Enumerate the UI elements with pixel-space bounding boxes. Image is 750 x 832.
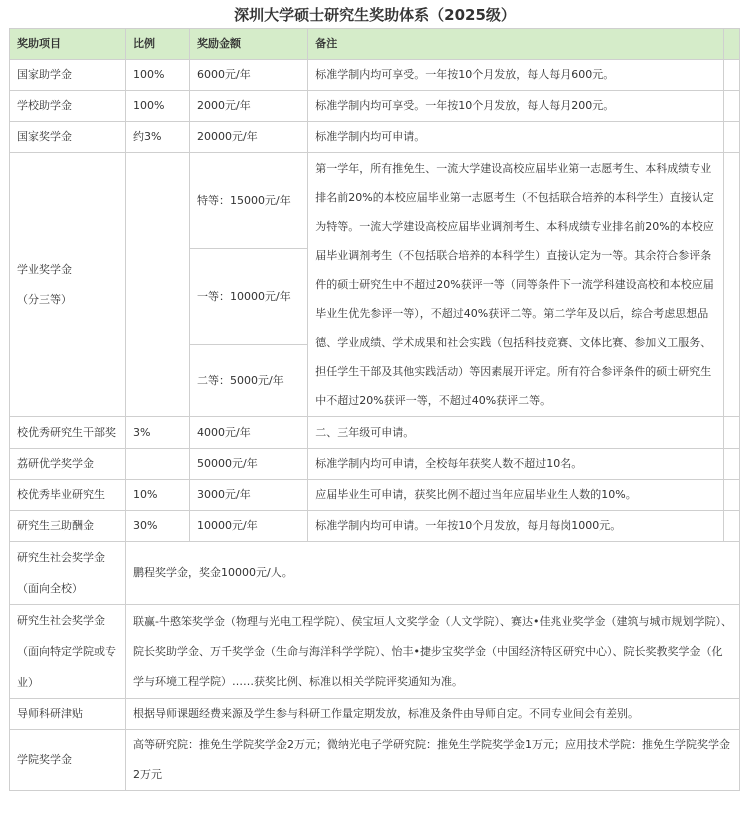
header-item: 奖助项目: [10, 29, 126, 60]
cell-item: 导师科研津贴: [10, 699, 126, 730]
academic-ratio: [126, 153, 190, 417]
academic-tier-2: 一等：10000元/年: [190, 249, 308, 345]
cell-note: 鹏程奖学金，奖金10000元/人。: [126, 542, 740, 605]
cell-ratio: 约3%: [126, 122, 190, 153]
cell-note: 标准学制内均可申请，全校每年获奖人数不超过10名。: [308, 449, 723, 480]
header-extra: [723, 29, 739, 60]
cell-amount: 3000元/年: [190, 480, 308, 511]
table-row: [10, 60, 740, 91]
cell-note: 标准学制内均可享受。一年按10个月发放，每人每月200元。: [308, 91, 723, 122]
academic-extra: [723, 153, 739, 417]
cell-note: 二、三年级可申请。: [308, 417, 723, 449]
academic-item: 学业奖学金: [17, 262, 72, 276]
table-row-academic: [10, 153, 740, 249]
cell-item: 学校助学金: [10, 91, 126, 122]
table-row: [10, 511, 740, 542]
cell-item: 研究生三助酬金: [10, 511, 126, 542]
cell-amount: 50000元/年: [190, 449, 308, 480]
academic-item-sub: （分三等）: [17, 292, 72, 306]
cell-extra: [723, 480, 739, 511]
cell-extra: [723, 449, 739, 480]
cell-item: 国家助学金: [10, 60, 126, 91]
table-row: [10, 449, 740, 480]
cell-ratio: 30%: [126, 511, 190, 542]
cell-item: 研究生社会奖学金（面向全校）: [10, 542, 126, 605]
page-title: 深圳大学硕士研究生奖助体系（2025级）: [234, 6, 516, 24]
cell-extra: [723, 122, 739, 153]
table-row: [10, 122, 740, 153]
cell-item: 校优秀毕业研究生: [10, 480, 126, 511]
cell-note: 应届毕业生可申请，获奖比例不超过当年应届毕业生人数的10%。: [308, 480, 723, 511]
cell-item: 国家奖学金: [10, 122, 126, 153]
table-header-row: [10, 29, 740, 60]
cell-item: 研究生社会奖学金（面向特定学院或专业）: [10, 605, 126, 699]
table-row: [10, 730, 740, 791]
cell-note: 标准学制内均可申请。: [308, 122, 723, 153]
academic-item-cell: [10, 153, 126, 417]
cell-amount: 20000元/年: [190, 122, 308, 153]
cell-extra: [723, 511, 739, 542]
cell-ratio: [126, 449, 190, 480]
cell-note: 标准学制内均可申请。一年按10个月发放，每月每岗1000元。: [308, 511, 723, 542]
cell-extra: [723, 417, 739, 449]
academic-tier-1: 特等：15000元/年: [190, 153, 308, 249]
cell-amount: 10000元/年: [190, 511, 308, 542]
cell-note: 标准学制内均可享受。一年按10个月发放，每人每月600元。: [308, 60, 723, 91]
header-ratio: 比例: [126, 29, 190, 60]
table-row: [10, 91, 740, 122]
cell-ratio: 10%: [126, 480, 190, 511]
header-note: 备注: [308, 29, 723, 60]
table-row: [10, 542, 740, 605]
cell-amount: 6000元/年: [190, 60, 308, 91]
table-row: [10, 417, 740, 449]
cell-amount: 4000元/年: [190, 417, 308, 449]
cell-extra: [723, 60, 739, 91]
cell-ratio: 100%: [126, 91, 190, 122]
cell-note: 高等研究院：推免生学院奖学金2万元；微纳光电子学研究院：推免生学院奖学金1万元；应用技术学院：推免生学院奖学金2万元: [126, 730, 740, 791]
cell-note: 联赢-牛憨笨奖学金（物理与光电工程学院）、侯宝垣人文奖学金（人文学院）、赛达•佳兆业奖学金（建筑与城市规划学院）、院长奖助学金、万千奖学金（生命与海洋科学学院）、怡丰•捷步宝奖学金（中国经济特区研究中心）、院长奖教奖学金（化学与环境工程学院）……获奖比例、标准以相关学院评奖通知为准。: [126, 605, 740, 699]
academic-tier-3: 二等：5000元/年: [190, 345, 308, 417]
academic-note: 第一学年，所有推免生、一流大学建设高校应届毕业第一志愿考生、本科成绩专业排名前20%的本校应届毕业第一志愿考生（不包括联合培养的本科学生）直接认定为特等。一流大学建设高校应届毕业调剂考生、本科成绩专业排名前20%的本校应届毕业调剂考生（不包括联合培养的本科学生）直接认定为一等。其余符合参评条件的硕士研究生中不超过20%获评一等（同等条件下一流学科建设高校和本校应届毕业生优先参评一等），不超过40%获评二等。第二学年及以后，综合考虑思想品德、学业成绩、学术成果和社会实践（包括科技竞赛、文体比赛、参加义工服务、担任学生干部及其他实践活动）等因素展开评定。所有符合参评条件的硕士研究生中不超过20%获评一等，不超过40%获评二等。: [308, 153, 723, 417]
cell-note: 根据导师课题经费来源及学生参与科研工作量定期发放，标准及条件由导师自定。不同专业间会有差别。: [126, 699, 740, 730]
scholarship-table: [9, 28, 740, 791]
table-row: [10, 480, 740, 511]
table-row: [10, 699, 740, 730]
cell-item: 学院奖学金: [10, 730, 126, 791]
cell-ratio: 3%: [126, 417, 190, 449]
cell-amount: 2000元/年: [190, 91, 308, 122]
header-amount: 奖励金额: [190, 29, 308, 60]
cell-extra: [723, 91, 739, 122]
table-row: [10, 605, 740, 699]
cell-item: 荔研优学奖学金: [10, 449, 126, 480]
cell-ratio: 100%: [126, 60, 190, 91]
cell-item: 校优秀研究生干部奖: [10, 417, 126, 449]
